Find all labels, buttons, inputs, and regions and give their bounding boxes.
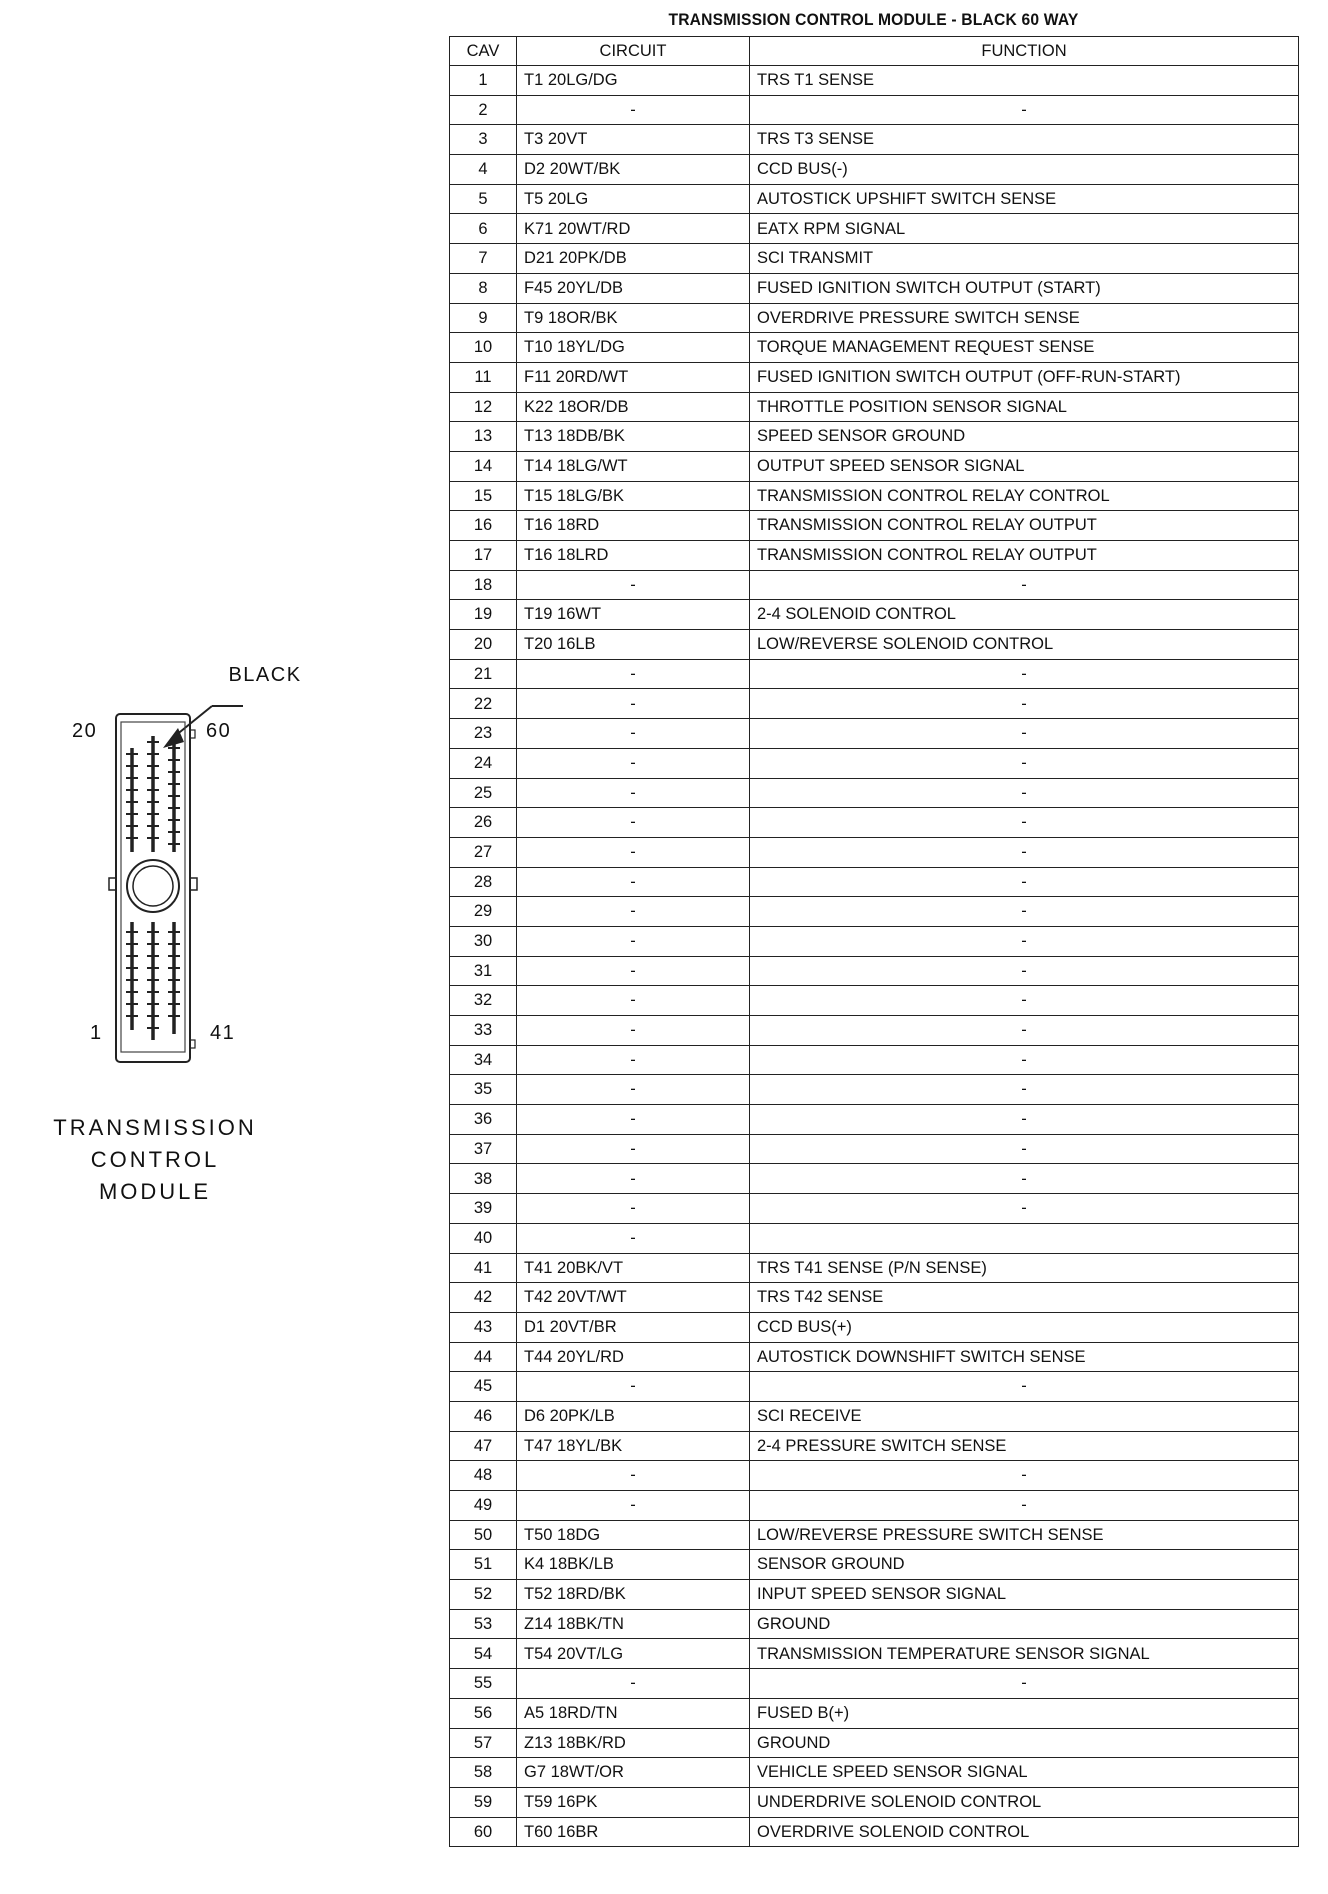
cell-cav: 36 (450, 1105, 517, 1135)
cell-circuit: T16 18LRD (517, 541, 750, 571)
table-row (450, 244, 1299, 274)
pin-label-bottom-left: 1 (90, 1022, 103, 1044)
module-name-line: CONTROL (90, 1147, 220, 1172)
cell-circuit: - (517, 1016, 750, 1046)
module-name-line: MODULE (98, 1179, 212, 1204)
cell-circuit: - (517, 808, 750, 838)
cell-function: - (750, 95, 1299, 125)
cell-circuit: - (517, 1372, 750, 1402)
table-row (450, 630, 1299, 660)
cell-circuit: T50 18DG (517, 1520, 750, 1550)
cell-circuit: - (517, 719, 750, 749)
table-row (450, 897, 1299, 927)
cell-cav: 47 (450, 1431, 517, 1461)
cell-cav: 53 (450, 1609, 517, 1639)
table-row (450, 1223, 1299, 1253)
cell-function: SCI TRANSMIT (750, 244, 1299, 274)
cell-cav: 52 (450, 1580, 517, 1610)
cell-cav: 21 (450, 659, 517, 689)
cell-circuit: T60 16BR (517, 1817, 750, 1847)
cell-function: GROUND (750, 1728, 1299, 1758)
cell-function: - (750, 926, 1299, 956)
cell-function: OUTPUT SPEED SENSOR SIGNAL (750, 451, 1299, 481)
cell-cav: 25 (450, 778, 517, 808)
table-row (450, 1461, 1299, 1491)
cell-function: CCD BUS(+) (750, 1312, 1299, 1342)
cell-circuit: T13 18DB/BK (517, 422, 750, 452)
cell-cav: 46 (450, 1401, 517, 1431)
cell-circuit: F45 20YL/DB (517, 273, 750, 303)
cell-circuit: - (517, 748, 750, 778)
cell-cav: 56 (450, 1698, 517, 1728)
cell-cav: 59 (450, 1787, 517, 1817)
cell-circuit: K22 18OR/DB (517, 392, 750, 422)
table-row (450, 1639, 1299, 1669)
cell-cav: 30 (450, 926, 517, 956)
header-function: FUNCTION (750, 37, 1299, 66)
cell-circuit: T52 18RD/BK (517, 1580, 750, 1610)
table-row (450, 600, 1299, 630)
cell-cav: 24 (450, 748, 517, 778)
table-row (450, 1075, 1299, 1105)
table-row (450, 1164, 1299, 1194)
cell-cav: 45 (450, 1372, 517, 1402)
cell-circuit: K4 18BK/LB (517, 1550, 750, 1580)
cell-circuit: - (517, 1045, 750, 1075)
cell-function: - (750, 956, 1299, 986)
cell-circuit: T41 20BK/VT (517, 1253, 750, 1283)
cell-circuit: D21 20PK/DB (517, 244, 750, 274)
cell-cav: 18 (450, 570, 517, 600)
cell-cav: 37 (450, 1134, 517, 1164)
table-row (450, 511, 1299, 541)
cell-function: TRS T41 SENSE (P/N SENSE) (750, 1253, 1299, 1283)
cell-cav: 49 (450, 1491, 517, 1521)
table-row (450, 184, 1299, 214)
connector-color-label: BLACK (228, 664, 302, 686)
cell-circuit: G7 18WT/OR (517, 1758, 750, 1788)
cell-cav: 2 (450, 95, 517, 125)
table-row (450, 1817, 1299, 1847)
cell-cav: 4 (450, 155, 517, 185)
cell-circuit: - (517, 1194, 750, 1224)
cell-cav: 57 (450, 1728, 517, 1758)
cell-circuit: - (517, 1669, 750, 1699)
pin-label-top-right: 60 (206, 720, 232, 742)
cell-circuit: D6 20PK/LB (517, 1401, 750, 1431)
cell-circuit: T5 20LG (517, 184, 750, 214)
cell-circuit: D2 20WT/BK (517, 155, 750, 185)
cell-circuit: Z14 18BK/TN (517, 1609, 750, 1639)
table-row (450, 719, 1299, 749)
table-row (450, 926, 1299, 956)
cell-function: AUTOSTICK UPSHIFT SWITCH SENSE (750, 184, 1299, 214)
cell-circuit: T10 18YL/DG (517, 333, 750, 363)
cell-function: - (750, 719, 1299, 749)
cell-cav: 42 (450, 1283, 517, 1313)
table-row (450, 808, 1299, 838)
cell-cav: 28 (450, 867, 517, 897)
cell-cav: 17 (450, 541, 517, 571)
cell-circuit: - (517, 1164, 750, 1194)
connector-diagram (60, 664, 320, 1090)
header-cav: CAV (450, 37, 517, 66)
cell-function: TRS T42 SENSE (750, 1283, 1299, 1313)
table-row (450, 1550, 1299, 1580)
cell-circuit: - (517, 689, 750, 719)
cell-function: OVERDRIVE PRESSURE SWITCH SENSE (750, 303, 1299, 333)
cell-cav: 10 (450, 333, 517, 363)
cell-cav: 3 (450, 125, 517, 155)
table-row (450, 541, 1299, 571)
cell-circuit: T54 20VT/LG (517, 1639, 750, 1669)
cell-cav: 44 (450, 1342, 517, 1372)
cell-cav: 1 (450, 66, 517, 96)
table-row (450, 214, 1299, 244)
table-row (450, 333, 1299, 363)
cell-function: CCD BUS(-) (750, 155, 1299, 185)
table-row (450, 273, 1299, 303)
cell-circuit: T20 16LB (517, 630, 750, 660)
cell-cav: 39 (450, 1194, 517, 1224)
pin-label-bottom-right: 41 (210, 1022, 236, 1044)
cell-circuit: - (517, 95, 750, 125)
cell-function: SPEED SENSOR GROUND (750, 422, 1299, 452)
cell-cav: 11 (450, 362, 517, 392)
table-row (450, 362, 1299, 392)
cell-cav: 23 (450, 719, 517, 749)
cell-function: - (750, 1134, 1299, 1164)
cell-circuit: T42 20VT/WT (517, 1283, 750, 1313)
module-name-line: TRANSMISSION (53, 1115, 257, 1140)
cell-function: - (750, 1669, 1299, 1699)
cell-function: - (750, 748, 1299, 778)
cell-circuit: T59 16PK (517, 1787, 750, 1817)
cell-cav: 14 (450, 451, 517, 481)
cell-function (750, 1223, 1299, 1253)
pinout-table-body (450, 66, 1299, 1847)
cell-circuit: - (517, 1461, 750, 1491)
table-row (450, 1728, 1299, 1758)
cell-function: TRANSMISSION CONTROL RELAY OUTPUT (750, 541, 1299, 571)
table-row (450, 1491, 1299, 1521)
table-row (450, 125, 1299, 155)
cell-circuit: F11 20RD/WT (517, 362, 750, 392)
cell-circuit: T16 18RD (517, 511, 750, 541)
table-row (450, 1105, 1299, 1135)
cell-circuit: T44 20YL/RD (517, 1342, 750, 1372)
cell-cav: 58 (450, 1758, 517, 1788)
cell-function: - (750, 1016, 1299, 1046)
cell-cav: 41 (450, 1253, 517, 1283)
cell-circuit: T1 20LG/DG (517, 66, 750, 96)
cell-function: TRS T1 SENSE (750, 66, 1299, 96)
cell-function: LOW/REVERSE PRESSURE SWITCH SENSE (750, 1520, 1299, 1550)
cell-function: FUSED IGNITION SWITCH OUTPUT (OFF-RUN-START) (750, 362, 1299, 392)
table-row (450, 1669, 1299, 1699)
table-row (450, 1520, 1299, 1550)
cell-function: VEHICLE SPEED SENSOR SIGNAL (750, 1758, 1299, 1788)
cell-cav: 50 (450, 1520, 517, 1550)
pinout-table (449, 36, 1299, 1847)
table-row (450, 748, 1299, 778)
cell-circuit: - (517, 897, 750, 927)
cell-circuit: - (517, 1223, 750, 1253)
cell-function: GROUND (750, 1609, 1299, 1639)
table-title: TRANSMISSION CONTROL MODULE - BLACK 60 WAY (668, 10, 1079, 29)
cell-circuit: T19 16WT (517, 600, 750, 630)
cell-function: THROTTLE POSITION SENSOR SIGNAL (750, 392, 1299, 422)
table-row (450, 986, 1299, 1016)
cell-function: UNDERDRIVE SOLENOID CONTROL (750, 1787, 1299, 1817)
table-row (450, 1401, 1299, 1431)
table-row (450, 155, 1299, 185)
table-row (450, 1609, 1299, 1639)
table-row (450, 1016, 1299, 1046)
cell-circuit: T9 18OR/BK (517, 303, 750, 333)
cell-function: SENSOR GROUND (750, 1550, 1299, 1580)
cell-function: - (750, 897, 1299, 927)
table-row (450, 392, 1299, 422)
table-row (450, 1758, 1299, 1788)
cell-function: INPUT SPEED SENSOR SIGNAL (750, 1580, 1299, 1610)
cell-cav: 7 (450, 244, 517, 274)
cell-function: - (750, 570, 1299, 600)
table-row (450, 1312, 1299, 1342)
table-row (450, 778, 1299, 808)
cell-circuit: - (517, 659, 750, 689)
cell-function: - (750, 1105, 1299, 1135)
cell-function: 2-4 PRESSURE SWITCH SENSE (750, 1431, 1299, 1461)
table-row (450, 95, 1299, 125)
table-row (450, 303, 1299, 333)
cell-function: LOW/REVERSE SOLENOID CONTROL (750, 630, 1299, 660)
cell-function: FUSED IGNITION SWITCH OUTPUT (START) (750, 273, 1299, 303)
cell-cav: 15 (450, 481, 517, 511)
cell-circuit: K71 20WT/RD (517, 214, 750, 244)
table-row (450, 1045, 1299, 1075)
cell-cav: 29 (450, 897, 517, 927)
table-row (450, 956, 1299, 986)
cell-function: - (750, 1194, 1299, 1224)
cell-function: - (750, 778, 1299, 808)
cell-circuit: T47 18YL/BK (517, 1431, 750, 1461)
cell-function: OVERDRIVE SOLENOID CONTROL (750, 1817, 1299, 1847)
cell-circuit: - (517, 956, 750, 986)
cell-function: TORQUE MANAGEMENT REQUEST SENSE (750, 333, 1299, 363)
cell-function: - (750, 689, 1299, 719)
cell-cav: 38 (450, 1164, 517, 1194)
cell-circuit: - (517, 1075, 750, 1105)
table-row (450, 1787, 1299, 1817)
cell-cav: 19 (450, 600, 517, 630)
cell-function: TRANSMISSION TEMPERATURE SENSOR SIGNAL (750, 1639, 1299, 1669)
cell-function: - (750, 867, 1299, 897)
cell-circuit: T14 18LG/WT (517, 451, 750, 481)
cell-function: - (750, 659, 1299, 689)
cell-cav: 60 (450, 1817, 517, 1847)
cell-function: TRANSMISSION CONTROL RELAY OUTPUT (750, 511, 1299, 541)
table-row (450, 837, 1299, 867)
cell-cav: 8 (450, 273, 517, 303)
table-row (450, 867, 1299, 897)
pin-label-top-left: 20 (72, 720, 98, 742)
cell-circuit: - (517, 1491, 750, 1521)
table-row (450, 1580, 1299, 1610)
cell-function: - (750, 1164, 1299, 1194)
cell-function: 2-4 SOLENOID CONTROL (750, 600, 1299, 630)
cell-cav: 31 (450, 956, 517, 986)
cell-function: - (750, 1461, 1299, 1491)
table-header-row (450, 37, 1299, 66)
module-name (40, 1112, 270, 1208)
cell-function: AUTOSTICK DOWNSHIFT SWITCH SENSE (750, 1342, 1299, 1372)
table-row (450, 1283, 1299, 1313)
cell-circuit: D1 20VT/BR (517, 1312, 750, 1342)
table-row (450, 689, 1299, 719)
cell-cav: 6 (450, 214, 517, 244)
cell-circuit: - (517, 986, 750, 1016)
cell-function: - (750, 1075, 1299, 1105)
cell-cav: 40 (450, 1223, 517, 1253)
table-row (450, 659, 1299, 689)
cell-function: SCI RECEIVE (750, 1401, 1299, 1431)
cell-function: - (750, 1045, 1299, 1075)
cell-cav: 9 (450, 303, 517, 333)
cell-cav: 43 (450, 1312, 517, 1342)
cell-cav: 26 (450, 808, 517, 838)
cell-function: - (750, 986, 1299, 1016)
cell-circuit: - (517, 1105, 750, 1135)
cell-circuit: - (517, 570, 750, 600)
cell-circuit: T15 18LG/BK (517, 481, 750, 511)
cell-circuit: - (517, 867, 750, 897)
table-row (450, 422, 1299, 452)
cell-circuit: A5 18RD/TN (517, 1698, 750, 1728)
cell-function: TRS T3 SENSE (750, 125, 1299, 155)
header-circuit: CIRCUIT (517, 37, 750, 66)
cell-function: TRANSMISSION CONTROL RELAY CONTROL (750, 481, 1299, 511)
table-row (450, 481, 1299, 511)
cell-cav: 55 (450, 1669, 517, 1699)
table-row (450, 1253, 1299, 1283)
cell-function: FUSED B(+) (750, 1698, 1299, 1728)
table-row (450, 1342, 1299, 1372)
cell-circuit: T3 20VT (517, 125, 750, 155)
cell-cav: 51 (450, 1550, 517, 1580)
cell-cav: 54 (450, 1639, 517, 1669)
cell-cav: 13 (450, 422, 517, 452)
cell-cav: 20 (450, 630, 517, 660)
cell-function: - (750, 808, 1299, 838)
cell-cav: 22 (450, 689, 517, 719)
table-row (450, 66, 1299, 96)
cell-circuit: - (517, 1134, 750, 1164)
cell-cav: 48 (450, 1461, 517, 1491)
cell-cav: 33 (450, 1016, 517, 1046)
cell-circuit: - (517, 778, 750, 808)
cell-cav: 35 (450, 1075, 517, 1105)
table-row (450, 1431, 1299, 1461)
cell-cav: 27 (450, 837, 517, 867)
cell-circuit: - (517, 837, 750, 867)
cell-function: EATX RPM SIGNAL (750, 214, 1299, 244)
table-row (450, 1698, 1299, 1728)
cell-cav: 32 (450, 986, 517, 1016)
cell-function: - (750, 837, 1299, 867)
cell-cav: 34 (450, 1045, 517, 1075)
table-row (450, 570, 1299, 600)
cell-function: - (750, 1372, 1299, 1402)
table-row (450, 1194, 1299, 1224)
table-row (450, 451, 1299, 481)
table-row (450, 1372, 1299, 1402)
cell-circuit: Z13 18BK/RD (517, 1728, 750, 1758)
cell-function: - (750, 1491, 1299, 1521)
table-row (450, 1134, 1299, 1164)
cell-circuit: - (517, 926, 750, 956)
cell-cav: 16 (450, 511, 517, 541)
cell-cav: 12 (450, 392, 517, 422)
cell-cav: 5 (450, 184, 517, 214)
